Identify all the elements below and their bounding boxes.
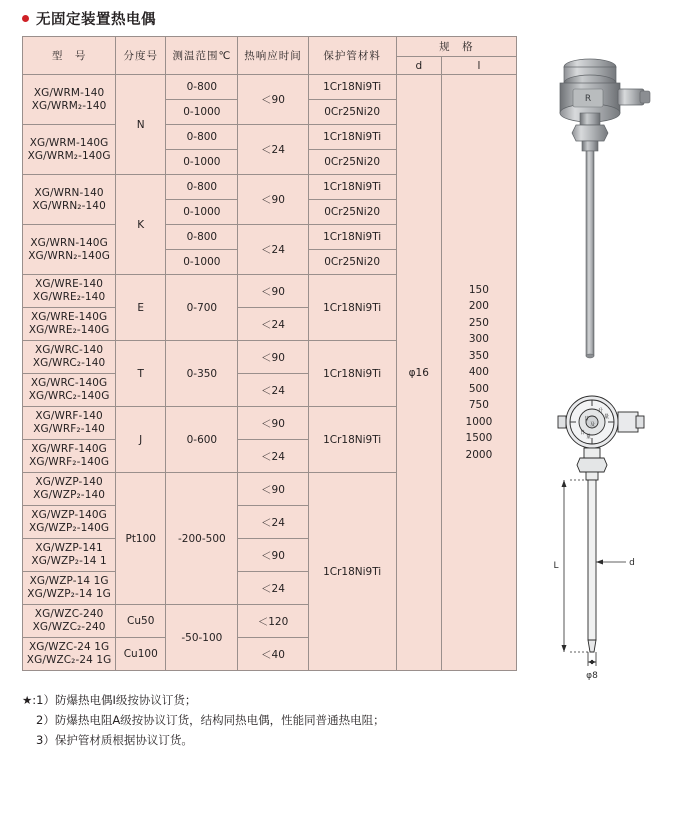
model-line-1: XG/WZP-14 1G bbox=[29, 575, 109, 587]
cell-response: ＜120 bbox=[238, 605, 308, 638]
cell-model bbox=[23, 125, 116, 175]
note-line-2: 2）防爆热电阻A级按协议订货，结构同热电偶，性能同普通热电阻； bbox=[36, 713, 385, 727]
cell-model bbox=[23, 341, 116, 374]
l-value: 350 bbox=[468, 349, 489, 362]
header-spec: 规 格 bbox=[396, 37, 516, 57]
cell-response: ＜90 bbox=[238, 473, 308, 506]
model-line-1: XG/WRE-140G bbox=[30, 311, 108, 323]
cell-model bbox=[23, 75, 116, 125]
l-value: 200 bbox=[468, 300, 489, 313]
cell-tube: 0Cr25Ni20 bbox=[308, 250, 396, 275]
cell-d: φ16 bbox=[396, 75, 441, 671]
model-line-1: XG/WZC-24 1G bbox=[28, 641, 110, 653]
cell-range: 0-350 bbox=[166, 341, 238, 407]
cell-model bbox=[23, 308, 116, 341]
product-dimension-drawing bbox=[540, 390, 675, 680]
cell-graduation: Cu50 bbox=[116, 605, 166, 638]
model-line-2: XG/WZC₂-24 1G bbox=[26, 654, 112, 666]
cell-model bbox=[23, 225, 116, 275]
cell-response: ＜24 bbox=[238, 308, 308, 341]
cell-tube: 1Cr18Ni9Ti bbox=[308, 341, 396, 407]
notes-block bbox=[22, 690, 542, 750]
dimension-phi8 bbox=[588, 652, 596, 666]
cell-l-list bbox=[441, 75, 516, 671]
l-value: 1000 bbox=[465, 415, 493, 428]
cell-tube: 1Cr18Ni9Ti bbox=[308, 225, 396, 250]
cell-range: 0-600 bbox=[166, 407, 238, 473]
header-tube: 保护管材料 bbox=[308, 37, 396, 75]
model-line-2: XG/WRF₂-140G bbox=[29, 456, 110, 468]
cell-tube: 0Cr25Ni20 bbox=[308, 150, 396, 175]
label-d: d bbox=[629, 558, 635, 568]
cell-response: ＜24 bbox=[238, 572, 308, 605]
model-line-2: XG/WZP₂-14 1 bbox=[31, 555, 107, 567]
cell-tube: 1Cr18Ni9Ti bbox=[308, 175, 396, 200]
svg-text:升: 升 bbox=[598, 408, 604, 414]
cell-model bbox=[23, 473, 116, 506]
model-line-2: XG/WZP₂-140 bbox=[33, 489, 106, 501]
cell-range: 0-1000 bbox=[166, 100, 238, 125]
cell-range: 0-800 bbox=[166, 175, 238, 200]
model-line-2: XG/WRF₂-140 bbox=[33, 423, 105, 435]
cell-graduation: J bbox=[116, 407, 166, 473]
cell-model bbox=[23, 605, 116, 638]
cell-tube: 1Cr18Ni9Ti bbox=[308, 125, 396, 150]
cell-model bbox=[23, 407, 116, 440]
table-row bbox=[23, 75, 517, 100]
cell-response: ＜90 bbox=[238, 175, 308, 225]
note-line-1: ★:1）防爆热电偶Ⅰ级按协议订货； bbox=[22, 693, 197, 707]
svg-text:量: 量 bbox=[604, 414, 610, 420]
cell-tube: 1Cr18Ni9Ti bbox=[308, 75, 396, 100]
model-line-1: XG/WZP-140G bbox=[31, 509, 107, 521]
cell-response: ＜40 bbox=[238, 638, 308, 671]
model-line-2: XG/WRE₂-140 bbox=[32, 291, 106, 303]
model-line-2: XG/WRN₂-140G bbox=[28, 249, 110, 262]
product-photo-top bbox=[540, 45, 670, 375]
header-l: l bbox=[441, 57, 516, 75]
table-header-row bbox=[23, 37, 517, 57]
spec-table-wrapper bbox=[22, 36, 517, 671]
header-response: 热响应时间 bbox=[238, 37, 308, 75]
spec-table bbox=[22, 36, 517, 671]
svg-text:R: R bbox=[584, 94, 592, 104]
dimension-d bbox=[596, 560, 626, 565]
model-line-1: XG/WRE-140 bbox=[35, 278, 104, 290]
cell-range: 0-800 bbox=[166, 125, 238, 150]
header-model: 型 号 bbox=[23, 37, 116, 75]
stem-icon bbox=[588, 480, 596, 640]
cell-response: ＜90 bbox=[238, 275, 308, 308]
page-title-text: 无固定装置热电偶 bbox=[36, 12, 156, 28]
cell-model bbox=[23, 506, 116, 539]
model-line-2: XG/WZP₂-140G bbox=[29, 522, 110, 534]
model-line-2: XG/WRN₂-140 bbox=[32, 199, 106, 212]
model-line-1: XG/WRN-140 bbox=[34, 186, 104, 199]
svg-text:日: 日 bbox=[580, 430, 586, 436]
cell-model bbox=[23, 440, 116, 473]
model-line-1: XG/WRC-140G bbox=[30, 377, 108, 389]
cell-range: 0-1000 bbox=[166, 250, 238, 275]
model-line-1: XG/WZP-140 bbox=[35, 476, 103, 488]
cell-response: ＜24 bbox=[238, 225, 308, 275]
thermocouple-head-icon bbox=[560, 59, 650, 151]
l-value: 300 bbox=[468, 333, 489, 346]
cell-response: ＜90 bbox=[238, 75, 308, 125]
cell-tube: 0Cr25Ni20 bbox=[308, 200, 396, 225]
header-graduation: 分度号 bbox=[116, 37, 166, 75]
probe-stem-icon bbox=[586, 151, 594, 356]
cell-graduation: E bbox=[116, 275, 166, 341]
cell-graduation: K bbox=[116, 175, 166, 275]
cell-range: 0-800 bbox=[166, 225, 238, 250]
cell-model bbox=[23, 175, 116, 225]
neck-hex-icon bbox=[577, 448, 607, 480]
cell-response: ＜24 bbox=[238, 374, 308, 407]
model-line-1: XG/WRM-140G bbox=[29, 136, 109, 149]
cell-graduation: N bbox=[116, 75, 166, 175]
cell-tube: 0Cr25Ni20 bbox=[308, 100, 396, 125]
cell-range: 0-800 bbox=[166, 75, 238, 100]
cell-graduation: Pt100 bbox=[116, 473, 166, 605]
page-title bbox=[22, 8, 156, 29]
l-value: 750 bbox=[468, 399, 489, 412]
cell-response: ＜24 bbox=[238, 125, 308, 175]
l-value: 1500 bbox=[465, 432, 493, 445]
l-value: 500 bbox=[468, 382, 489, 395]
l-value: 2000 bbox=[465, 448, 493, 461]
svg-text:量: 量 bbox=[586, 434, 592, 440]
model-line-2: XG/WRM₂-140 bbox=[31, 99, 107, 112]
label-L: L bbox=[553, 561, 559, 571]
model-line-1: XG/WRN-140G bbox=[30, 236, 108, 249]
cell-range: -200-500 bbox=[166, 473, 238, 605]
model-line-1: XG/WRC-140 bbox=[35, 344, 104, 356]
svg-text:及: 及 bbox=[590, 422, 596, 428]
cell-response: ＜24 bbox=[238, 440, 308, 473]
cell-tube: 1Cr18Ni9Ti bbox=[308, 473, 396, 671]
header-d: d bbox=[396, 57, 441, 75]
cell-range: 0-700 bbox=[166, 275, 238, 341]
model-line-2: XG/WRE₂-140G bbox=[28, 324, 110, 336]
dimension-L bbox=[562, 480, 589, 652]
cell-range: 0-1000 bbox=[166, 150, 238, 175]
cell-model bbox=[23, 275, 116, 308]
model-line-2: XG/WRC₂-140G bbox=[28, 390, 110, 402]
cell-tube: 1Cr18Ni9Ti bbox=[308, 407, 396, 473]
model-line-2: XG/WRC₂-140 bbox=[32, 357, 106, 369]
cell-model bbox=[23, 572, 116, 605]
cell-response: ＜90 bbox=[238, 539, 308, 572]
model-line-1: XG/WZC-240 bbox=[34, 608, 104, 620]
cell-tube: 1Cr18Ni9Ti bbox=[308, 275, 396, 341]
note-line-3: 3）保护管材质根据协议订货。 bbox=[36, 733, 193, 747]
cell-model bbox=[23, 374, 116, 407]
cell-range: 0-1000 bbox=[166, 200, 238, 225]
cell-model bbox=[23, 539, 116, 572]
model-line-1: XG/WRF-140 bbox=[35, 410, 103, 422]
model-line-2: XG/WZP₂-14 1G bbox=[27, 588, 111, 600]
cell-response: ＜90 bbox=[238, 407, 308, 440]
l-value: 150 bbox=[468, 283, 489, 296]
cell-range: -50-100 bbox=[166, 605, 238, 671]
l-value: 400 bbox=[468, 366, 489, 379]
model-line-1: XG/WRM-140 bbox=[33, 86, 105, 99]
model-line-1: XG/WZP-141 bbox=[35, 542, 103, 554]
model-line-2: XG/WZC₂-240 bbox=[32, 621, 106, 633]
head-top-view-icon bbox=[558, 396, 644, 448]
cell-graduation: T bbox=[116, 341, 166, 407]
model-line-1: XG/WRF-140G bbox=[31, 443, 107, 455]
svg-text:日: 日 bbox=[584, 416, 590, 422]
header-range: 测温范围℃ bbox=[166, 37, 238, 75]
cell-graduation: Cu100 bbox=[116, 638, 166, 671]
model-line-2: XG/WRM₂-140G bbox=[27, 149, 111, 162]
cell-model bbox=[23, 638, 116, 671]
bullet-dot-icon bbox=[22, 15, 29, 22]
cell-response: ＜24 bbox=[238, 506, 308, 539]
l-value: 250 bbox=[468, 316, 489, 329]
cell-response: ＜90 bbox=[238, 341, 308, 374]
label-phi8: φ8 bbox=[586, 671, 598, 680]
